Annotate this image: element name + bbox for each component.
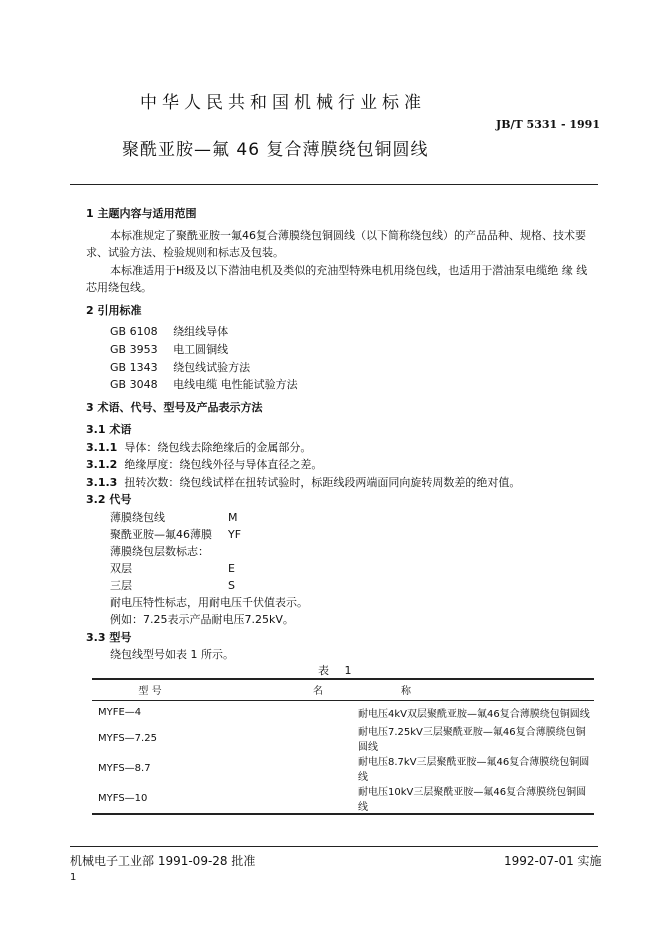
page-number: 1 <box>70 872 77 883</box>
reference-item <box>110 341 228 357</box>
model-cell: MYFS—7.25 <box>98 732 157 744</box>
clause-3-1-2 <box>86 456 322 472</box>
reference-item <box>110 359 250 375</box>
voltage-example: 例如：7.25表示产品耐电压7.25kV。 <box>110 613 294 626</box>
section-1-paragraph-1-line-1: 本标准规定了聚酰亚胺一氟46复合薄膜绕包铜圆线（以下简称绕包线）的产品品种、规格、技术要 <box>110 229 586 242</box>
table-row <box>92 723 594 753</box>
reference-prefix: GB <box>110 378 127 391</box>
section-1-paragraph-1-line-2: 求、试验方法、检验规则和标志及包装。 <box>86 246 284 259</box>
clause-number: 3.1.2 <box>86 458 118 471</box>
code-value: M <box>228 511 238 524</box>
model-table <box>92 678 594 815</box>
section-1-heading: 1 主题内容与适用范围 <box>86 207 197 220</box>
clause-3-1-3 <box>86 474 520 490</box>
code-row <box>110 543 228 559</box>
table-row <box>92 783 594 814</box>
code-value: YF <box>228 528 242 541</box>
clause-text: 绝缘厚度：绕包线外径与导体直径之差。 <box>124 458 323 471</box>
section-3-3-text: 绕包线型号如表 1 所示。 <box>110 648 234 661</box>
table-row <box>92 701 594 724</box>
reference-item <box>110 323 228 339</box>
reference-item <box>110 376 298 392</box>
reference-number: 3953 <box>129 343 158 356</box>
reference-number: 1343 <box>129 361 158 374</box>
model-cell: MYFS—10 <box>92 783 208 814</box>
table-caption: 表 1 <box>318 664 358 677</box>
name-cell: 耐电压10kV三层聚酰亚胺—氟46复合薄膜绕包铜圆线 <box>208 783 594 814</box>
model-cell: MYFE—4 <box>98 706 142 718</box>
reference-title: 绕包线试验方法 <box>173 361 251 374</box>
section-3-2-heading: 3.2 代号 <box>86 493 132 506</box>
code-term: 薄膜绕包线 <box>110 511 165 524</box>
reference-title: 绕组线导体 <box>173 325 229 338</box>
reference-title: 电线电缆 电性能试验方法 <box>173 378 298 391</box>
code-value: E <box>228 562 235 575</box>
reference-prefix: GB <box>110 325 127 338</box>
table-header-row <box>92 678 594 701</box>
standard-category-title: 中华人民共和国机械行业标准 <box>140 93 426 113</box>
code-row <box>110 509 238 525</box>
code-term: 双层 <box>110 562 132 575</box>
code-term: 三层 <box>110 579 132 592</box>
code-term: 薄膜绕包层数标志： <box>110 545 209 558</box>
document-title: 聚酰亚胺—氟 46 复合薄膜绕包铜圆线 <box>122 140 429 160</box>
section-3-3-heading: 3.3 型号 <box>86 631 132 644</box>
footer-rule <box>70 846 598 847</box>
reference-number: 3048 <box>129 378 158 391</box>
code-term: 聚酰亚胺—氟46薄膜 <box>110 528 212 541</box>
code-row <box>110 560 235 576</box>
section-2-heading: 2 引用标准 <box>86 304 142 317</box>
approval-note: 机械电子工业部 1991-09-28 批准 <box>70 854 256 868</box>
section-1-paragraph-2-line-2: 芯用绕包线。 <box>86 281 152 294</box>
model-cell: MYFS—8.7 <box>98 762 151 774</box>
section-3-heading: 3 术语、代号、型号及产品表示方法 <box>86 401 263 414</box>
code-row <box>110 526 241 542</box>
section-1-paragraph-2-line-1: 本标准适用于H级及以下潜油电机及类似的充油型特殊电机用绕包线，也适用于潜油泵电缆绝 缘 线 <box>110 264 588 277</box>
column-header-name: 名称 <box>208 678 594 701</box>
clause-number: 3.1.3 <box>86 476 118 489</box>
table-row <box>92 753 594 783</box>
reference-prefix: GB <box>110 343 127 356</box>
name-cell: 耐电压4kV双层聚酰亚胺—氟46复合薄膜绕包铜圆线 <box>358 708 590 720</box>
voltage-note: 耐电压特性标志，用耐电压千伏值表示。 <box>110 596 308 609</box>
code-row <box>110 577 235 593</box>
reference-prefix: GB <box>110 361 127 374</box>
code-value: S <box>228 579 235 592</box>
standard-number: JB/T 5331 - 1991 <box>496 118 600 131</box>
clause-text: 扭转次数：绕包线试样在扭转试验时，标距线段两端面同向旋转周数差的绝对值。 <box>124 476 521 489</box>
clause-text: 导体：绕包线去除绝缘后的金属部分。 <box>124 441 312 454</box>
clause-3-1-1 <box>86 439 311 455</box>
reference-title: 电工圆铜线 <box>173 343 229 356</box>
header-rule <box>70 184 598 185</box>
name-cell: 耐电压7.25kV三层聚酰亚胺—氟46复合薄膜绕包铜圆线 <box>358 727 586 753</box>
column-header-model: 型 号 <box>92 678 208 701</box>
reference-number: 6108 <box>129 325 158 338</box>
name-cell: 耐电压8.7kV三层聚酰亚胺—氟46复合薄膜绕包铜圆线 <box>358 757 590 783</box>
effective-date: 1992-07-01 实施 <box>504 854 602 868</box>
clause-number: 3.1.1 <box>86 441 118 454</box>
section-3-1-heading: 3.1 术语 <box>86 423 132 436</box>
